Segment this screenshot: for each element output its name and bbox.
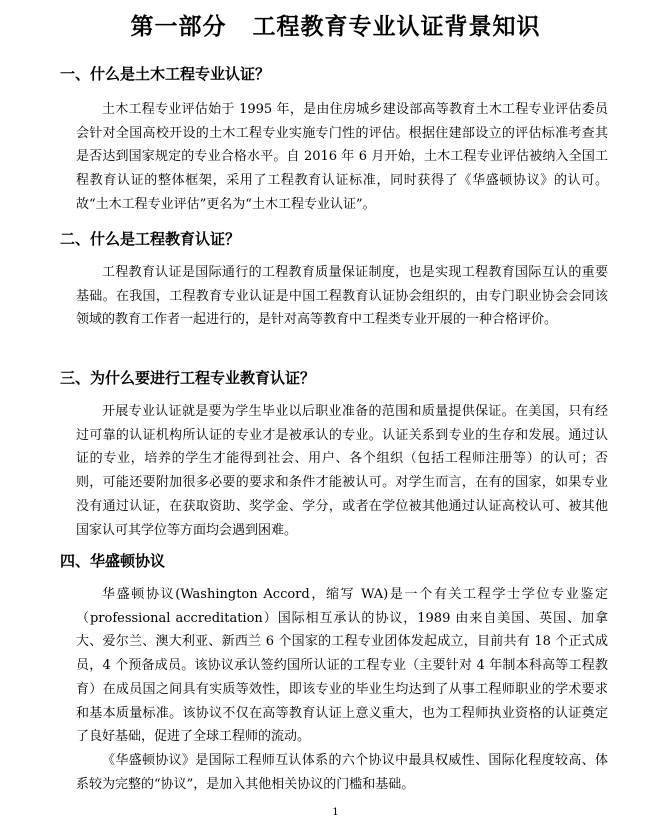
- section-4-paragraph-1: 华盛顿协议(Washington Accord，缩写 WA)是一个有关工程学士学位专业鉴定（professional accreditation）国际相互承认的协议，1989 由来自美国、英国、加拿大、爱尔兰、澳大利亚、新西兰 6 个国家的工程专业团体发起成立，目前共有 18 个正式成员，4 个预备成员。该协议承认签约国所认证的工程专业（主要针对 4 年制本科高等工程教育）在成员国之间具有实质等效性，即该专业的毕业生均达到了从事工程师职业的学术要求和基本质量标准。该协议不仅在高等教育认证上意义重大，也为工程师执业资格的认证奠定了良好基础，促进了全球工程师的流动。: [76, 587, 608, 745]
- section-3-heading: 三、为什么要进行工程专业教育认证？: [60, 369, 316, 387]
- section-2-paragraph: 工程教育认证是国际通行的工程教育质量保证制度，也是实现工程教育国际互认的重要基础。在我国，工程教育专业认证是中国工程教育认证协会组织的，由专门职业协会会同该领域的教育工作者一起进行的，是针对高等教育中工程类专业开展的一种合格评价。: [76, 265, 608, 328]
- section-1-paragraph: 土木工程专业评估始于 1995 年，是由住房城乡建设部高等教育土木工程专业评估委员会针对全国高校开设的土木工程专业实施专门性的评估。根据住建部设立的评估标准考查其是否达到国家规定的专业合格水平。自 2016 年 6 月开始，土木工程专业评估被纳入全国工程教育认证的整体框架，采用了工程教育认证标准，同时获得了《华盛顿协议》的认可。故“土木工程专业评估”更名为“土木工程专业认证”。: [76, 102, 608, 212]
- section-3-paragraph: 开展专业认证就是要为学生毕业以后职业准备的范围和质量提供保证。在美国，只有经过可靠的认证机构所认证的专业才是被承认的专业。认证关系到专业的生存和发展。通过认证的专业，培养的学生才能得到社会、用户、各个组织（包括工程师注册等）的认可；否则，可能还要附加很多必要的要求和条件才能被认可。对学生而言，在有的国家，如果专业没有通过认证，在获取资助、奖学金、学分，或者在学位被其他通过认证高校认可、被其他国家认可其学位等方面均会遇到困难。: [76, 404, 608, 538]
- title-subject: 工程教育专业认证背景知识: [252, 14, 541, 40]
- section-4-heading: 四、华盛顿协议: [60, 552, 166, 570]
- section-4-paragraph-2: 《华盛顿协议》是国际工程师互认体系的六个协议中最具权威性、国际化程度较高、体系较为完整的“协议”，是加入其他相关协议的门槛和基础。: [76, 753, 608, 792]
- section-1-heading: 一、什么是土木工程专业认证？: [60, 65, 271, 83]
- section-2-heading: 二、什么是工程教育认证？: [60, 230, 241, 248]
- page-title: [0, 8, 671, 41]
- page-number: 1: [332, 807, 339, 818]
- title-part: 第一部分: [130, 14, 227, 40]
